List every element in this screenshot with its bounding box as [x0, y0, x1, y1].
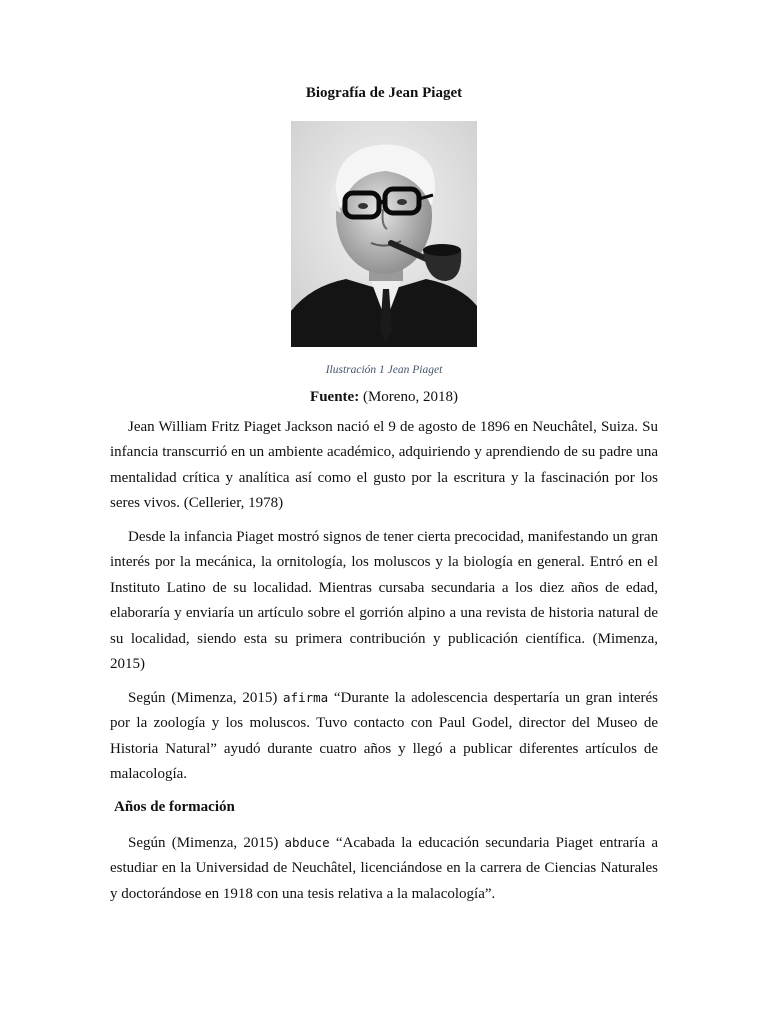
- source-label: Fuente:: [310, 389, 360, 405]
- citation-intro: Según (Mimenza, 2015): [128, 835, 285, 851]
- paragraph-text: [110, 830, 658, 907]
- paragraph-3: [110, 685, 658, 788]
- paragraph-2: [110, 525, 658, 677]
- verb-abduce: abduce: [284, 835, 330, 850]
- portrait-photo: [291, 121, 477, 347]
- paragraph-text: Desde la infancia Piaget mostró signos de tener cierta precocidad, manifestando un gran interés por la mecánica, la ornitología, los moluscos y la biología en general. Entró en el Instituto Latino de su localidad. Mientras cursaba secundaria a los diez años de edad, elaboraría y enviaría un artículo sobre el gorrión alpino a una revista de historia natural de su localidad, siendo esta su primera contribución y publicación científica. (Mimenza, 2015): [110, 529, 658, 673]
- paragraph-text: [110, 685, 658, 788]
- verb-afirma: afirma: [283, 690, 329, 705]
- figure-source: [0, 389, 768, 406]
- figure-caption: Ilustración 1 Jean Piaget: [325, 364, 443, 376]
- quote-text: “Durante la adolescencia despertaría un gran interés por la zoología y los moluscos. Tuvo contacto con Paul Godel, director del Museo de Historia Natural” ayudó durante cuatro años y llegó a publicar diferentes artículos de malacología.: [110, 690, 659, 783]
- quote-text: “Acabada la educación secundaria Piaget entraría a estudiar en la Universidad de Neuchâtel, licenciándose en la carrera de Ciencias Naturales y doctorándose en 1918 con una tesis relativa a la malacología”.: [110, 835, 658, 902]
- citation-intro: Según (Mimenza, 2015): [128, 690, 284, 706]
- section-heading: Años de formación: [114, 799, 235, 815]
- paragraph-1: [110, 415, 658, 517]
- paragraph-4: [110, 830, 658, 907]
- document-title: Biografía de Jean Piaget: [305, 85, 463, 101]
- paragraph-text: Jean William Fritz Piaget Jackson nació el 9 de agosto de 1896 en Neuchâtel, Suiza. Su infancia transcurrió en un ambiente académico, adquiriendo y aprendiendo de su padre una mentalidad crítica y analítica así como el gusto por la escritura y la fascinación por los seres vivos. (Cellerier, 1978): [110, 419, 658, 512]
- source-value: (Moreno, 2018): [362, 389, 458, 405]
